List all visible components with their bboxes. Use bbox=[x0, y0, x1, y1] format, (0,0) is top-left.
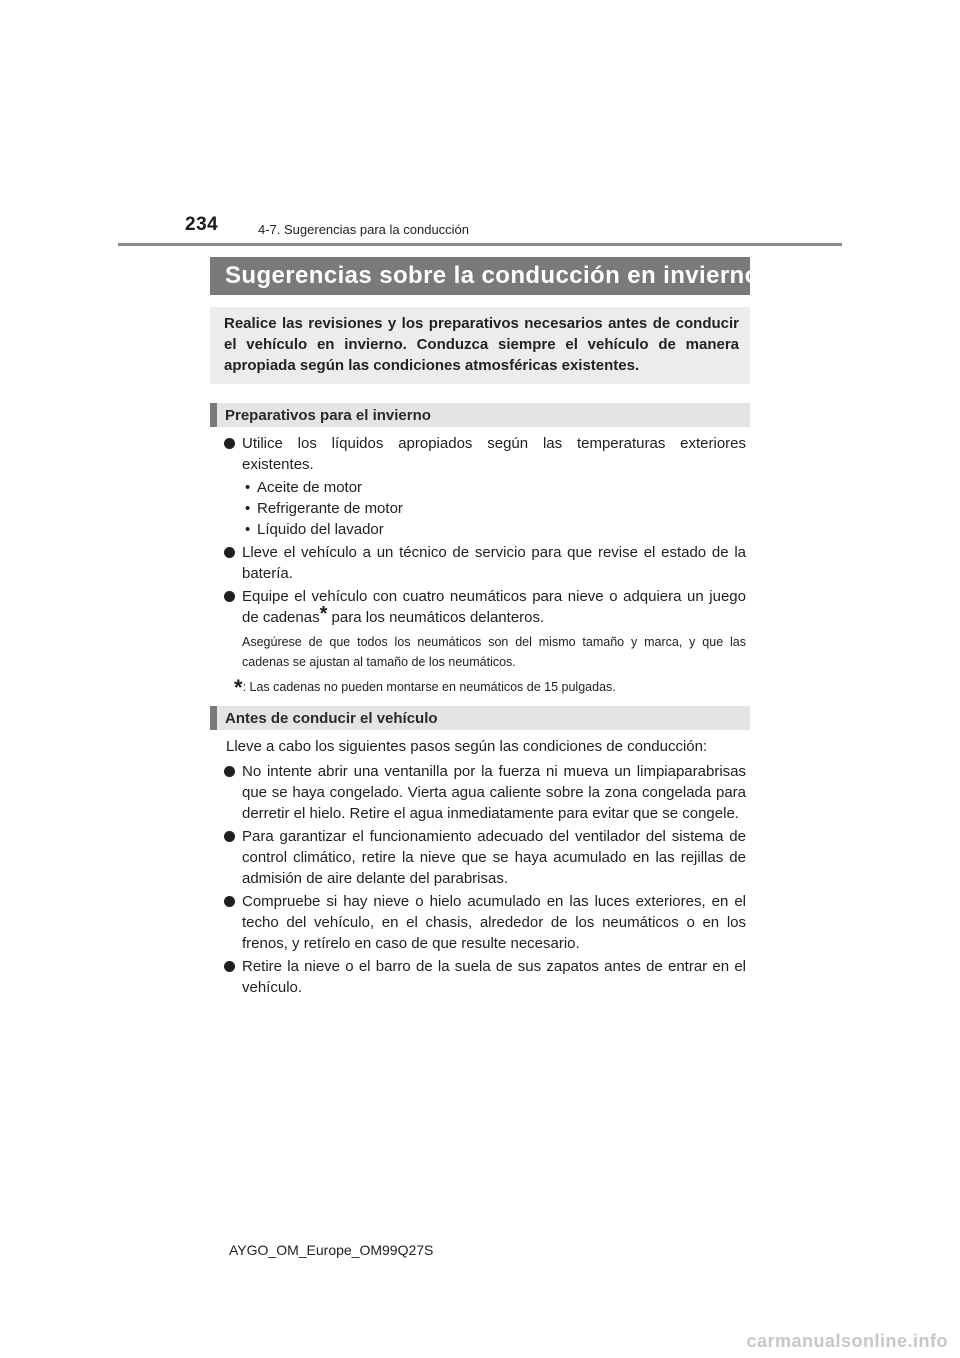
list-item bbox=[222, 586, 746, 628]
bullet-dot-icon bbox=[224, 766, 235, 777]
section-heading-before-driving: Antes de conducir el vehículo bbox=[210, 706, 750, 730]
section-lead-text: Lleve a cabo los siguientes pasos según las condiciones de conducción: bbox=[226, 738, 708, 755]
footnote bbox=[222, 675, 746, 700]
bullet-dot-icon bbox=[224, 438, 235, 449]
list-item bbox=[222, 433, 746, 475]
section-before-driving-content bbox=[222, 736, 746, 1000]
sub-bullet-icon: • bbox=[245, 521, 251, 538]
list-item-text: No intente abrir una ventanilla por la fuerza ni mueva un limpiaparabrisas que se haya congelado. Vierta agua caliente sobre la zona congelada para derretir el hielo. Retire el agua inmediatamente para evitar que se congele. bbox=[242, 763, 746, 822]
note-text: Asegúrese de que todos los neumáticos son del mismo tamaño y marca, y que las cadenas se ajustan al tamaño de los neumáticos. bbox=[242, 635, 746, 669]
document-code: AYGO_OM_Europe_OM99Q27S bbox=[229, 1242, 434, 1258]
header-rule bbox=[118, 243, 842, 246]
list-item-text: Equipe el vehículo con cuatro neumáticos para nieve o adquiera un juego de cadenas bbox=[242, 588, 746, 626]
sub-list-item bbox=[242, 519, 746, 540]
list-item-text: Utilice los líquidos apropiados según las temperaturas exteriores existentes. bbox=[242, 435, 746, 473]
section-path: 4-7. Sugerencias para la conducción bbox=[258, 222, 470, 237]
page-title: Sugerencias sobre la conducción en invierno bbox=[210, 257, 750, 295]
bullet-dot-icon bbox=[224, 591, 235, 602]
list-item-text: Compruebe si hay nieve o hielo acumulado en las luces exteriores, en el techo del vehículo, en el chasis, alrededor de los neumáticos o en los frenos, y retírelo en caso de que resulte necesario. bbox=[242, 893, 746, 952]
list-item bbox=[222, 542, 746, 584]
sub-list-item-text: Líquido del lavador bbox=[257, 521, 384, 538]
list-item bbox=[222, 891, 746, 954]
list-item-text: Para garantizar el funcionamiento adecuado del ventilador del sistema de control climático, retire la nieve que se haya acumulado en las rejillas de admisión de aire delante del parabrisas. bbox=[242, 828, 746, 887]
bullet-dot-icon bbox=[224, 547, 235, 558]
watermark: carmanualsonline.info bbox=[746, 1331, 948, 1351]
fluids-list bbox=[242, 477, 746, 540]
list-item bbox=[222, 956, 746, 998]
list-item-text: Retire la nieve o el barro de la suela de sus zapatos antes de entrar en el vehículo. bbox=[242, 958, 746, 996]
footnote-text: : Las cadenas no pueden montarse en neumáticos de 15 pulgadas. bbox=[242, 680, 616, 694]
list-item-text-cont: para los neumáticos delanteros. bbox=[327, 609, 545, 626]
sub-list-item bbox=[242, 498, 746, 519]
sub-list-item-text: Refrigerante de motor bbox=[257, 500, 403, 517]
bullet-dot-icon bbox=[224, 831, 235, 842]
sub-bullet-icon: • bbox=[245, 500, 251, 517]
list-item bbox=[222, 826, 746, 889]
page-number: 234 bbox=[185, 214, 219, 235]
sub-list-item bbox=[242, 477, 746, 498]
sub-list-item-text: Aceite de motor bbox=[257, 479, 363, 496]
bullet-dot-icon bbox=[224, 961, 235, 972]
footnote-asterisk: * bbox=[319, 603, 328, 625]
bullet-dot-icon bbox=[224, 896, 235, 907]
intro-box bbox=[210, 307, 750, 384]
intro-text: Realice las revisiones y los preparativos necesarios antes de conducir el vehículo en invierno. Conduzca siempre el vehículo de manera apropiada según las condiciones atmosféricas existentes. bbox=[224, 315, 739, 374]
footnote-asterisk: * bbox=[234, 675, 243, 700]
list-item-text: Lleve el vehículo a un técnico de servicio para que revise el estado de la batería. bbox=[242, 544, 746, 582]
section-heading-winter-prep: Preparativos para el invierno bbox=[210, 403, 750, 427]
section-winter-prep-content bbox=[222, 433, 746, 700]
list-item bbox=[222, 761, 746, 824]
sub-bullet-icon: • bbox=[245, 479, 251, 496]
